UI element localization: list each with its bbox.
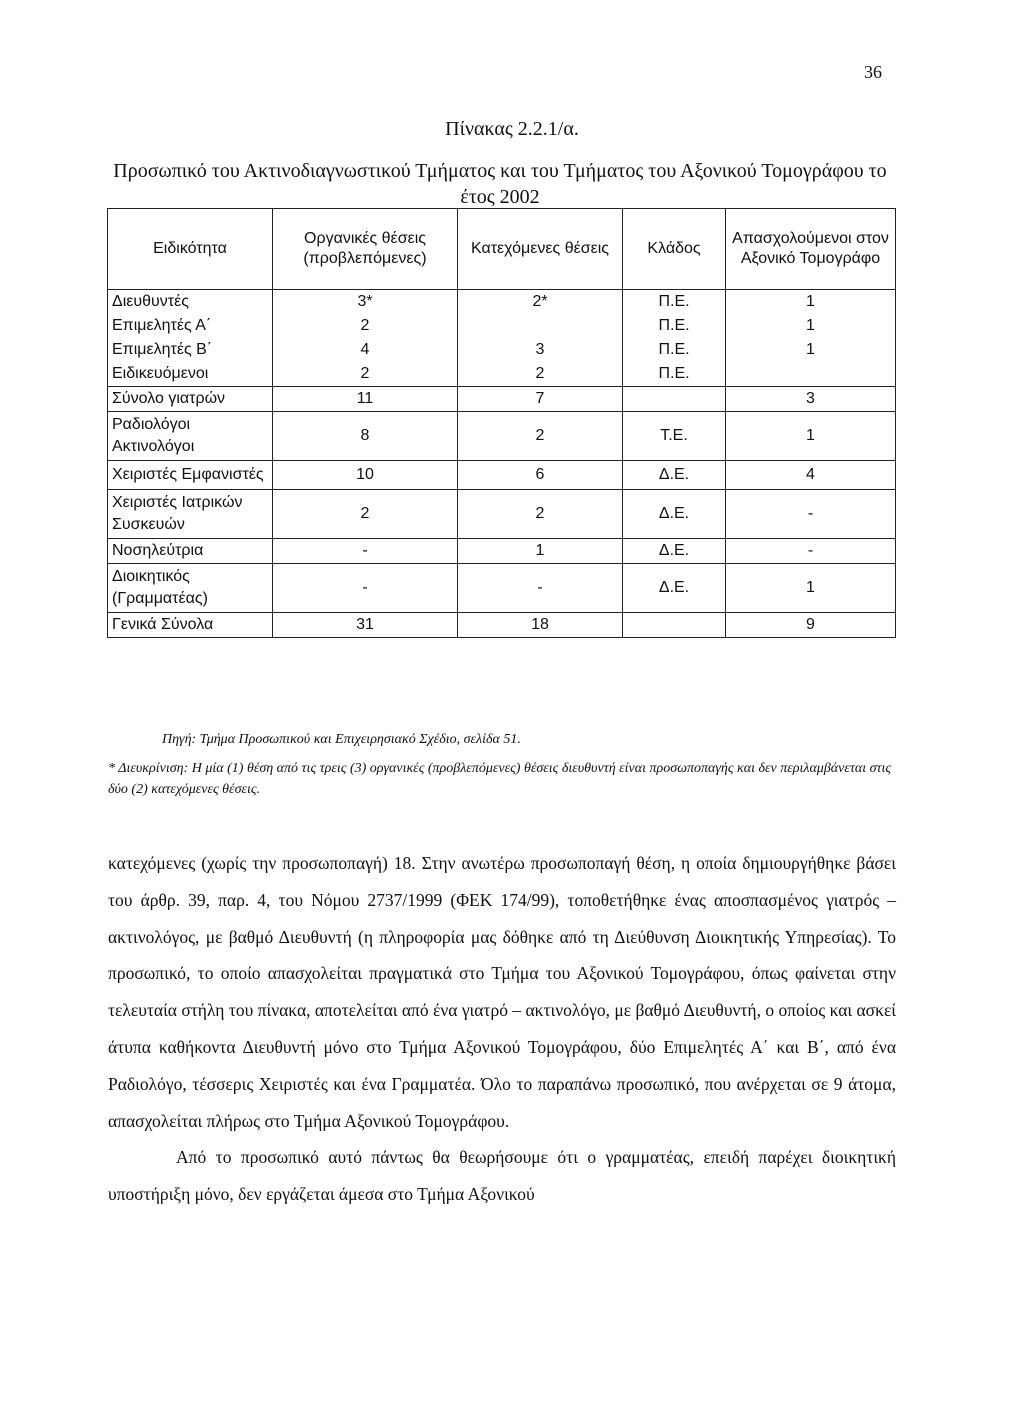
cell-specialty: Χειριστές Ιατρικών Συσκευών	[108, 490, 273, 539]
table-row-totals	[108, 613, 896, 638]
cell-filled: 18	[458, 613, 623, 638]
table-row	[108, 338, 896, 362]
cell-employed: -	[726, 539, 896, 564]
cell-organic: 11	[273, 387, 458, 412]
table-caption: Πίνακας 2.2.1/α.	[445, 118, 579, 140]
table-row	[108, 314, 896, 338]
cell-branch: Δ.Ε.	[623, 564, 726, 613]
source-note: Πηγή: Τμήμα Προσωπικού και Επιχειρησιακό Σχέδιο, σελίδα 51.	[162, 732, 521, 747]
cell-branch: Π.Ε.	[623, 338, 726, 362]
cell-branch: Δ.Ε.	[623, 461, 726, 490]
cell-specialty: Επιμελητές Β΄	[108, 338, 273, 362]
cell-specialty: Νοσηλεύτρια	[108, 539, 273, 564]
cell-employed: -	[726, 490, 896, 539]
cell-organic: 3*	[273, 290, 458, 315]
cell-employed: 1	[726, 412, 896, 461]
cell-organic: -	[273, 539, 458, 564]
cell-specialty: Σύνολο γιατρών	[108, 387, 273, 412]
cell-branch: Τ.Ε.	[623, 412, 726, 461]
cell-branch	[623, 387, 726, 412]
table-row	[108, 461, 896, 490]
cell-filled: 1	[458, 539, 623, 564]
cell-branch: Π.Ε.	[623, 362, 726, 387]
cell-filled: 6	[458, 461, 623, 490]
table-header-row	[108, 209, 896, 290]
cell-filled: 2	[458, 362, 623, 387]
cell-employed: 1	[726, 338, 896, 362]
cell-filled: -	[458, 564, 623, 613]
cell-specialty: Χειριστές Εμφανιστές	[108, 461, 273, 490]
staff-table	[107, 208, 895, 638]
cell-branch: Π.Ε.	[623, 290, 726, 315]
cell-branch: Δ.Ε.	[623, 490, 726, 539]
cell-specialty: Διοικητικός (Γραμματέας)	[108, 564, 273, 613]
cell-employed: 1	[726, 564, 896, 613]
table-row	[108, 290, 896, 315]
cell-organic: 10	[273, 461, 458, 490]
header-employed-ct: Απασχολούμενοι στον Αξονικό Τομογράφο	[726, 209, 896, 290]
cell-organic: 2	[273, 490, 458, 539]
header-filled-positions: Κατεχόμενες θέσεις	[458, 209, 623, 290]
table-row	[108, 539, 896, 564]
table-row	[108, 412, 896, 461]
cell-specialty: Διευθυντές	[108, 290, 273, 315]
cell-organic: 31	[273, 613, 458, 638]
page-number: 36	[864, 62, 882, 82]
footnote: * Διευκρίνιση: Η μία (1) θέση από τις τρεις (3) οργανικές (προβλεπόμενες) θέσεις διευθυντή είναι προσωποπαγής και δεν περιλαμβάνεται στις δύο (2) κατεχόμενες θέσεις.	[108, 761, 892, 797]
cell-employed: 1	[726, 314, 896, 338]
cell-branch: Π.Ε.	[623, 314, 726, 338]
table-row	[108, 564, 896, 613]
cell-branch: Δ.Ε.	[623, 539, 726, 564]
cell-filled: 2	[458, 412, 623, 461]
cell-filled	[458, 314, 623, 338]
cell-organic: 4	[273, 338, 458, 362]
paragraph: Από το προσωπικό αυτό πάντως θα θεωρήσουμε ότι ο γραμματέας, επειδή παρέχει διοικητική υποστήριξη μόνο, δεν εργάζεται άμεσα στο Τμήμα Αξονικού	[108, 1147, 896, 1205]
cell-filled: 2*	[458, 290, 623, 315]
cell-employed: 1	[726, 290, 896, 315]
cell-organic: -	[273, 564, 458, 613]
header-specialty: Ειδικότητα	[108, 209, 273, 290]
cell-employed: 9	[726, 613, 896, 638]
cell-filled: 2	[458, 490, 623, 539]
cell-specialty: Γενικά Σύνολα	[108, 613, 273, 638]
cell-organic: 2	[273, 314, 458, 338]
table-title: Προσωπικό του Ακτινοδιαγνωστικού Τμήματος και του Τμήματος του Αξονικού Τομογράφου το έτος 2002	[113, 160, 887, 208]
cell-employed	[726, 362, 896, 387]
cell-filled: 7	[458, 387, 623, 412]
paragraph: κατεχόμενες (χωρίς την προσωποπαγή) 18. Στην ανωτέρω προσωποπαγή θέση, η οποία δημιουργήθηκε βάσει του άρθρ. 39, παρ. 4, του Νόμου 2737/1999 (ΦΕΚ 174/99), τοποθετήθηκε ένας αποσπασμένος γιατρός – ακτινολόγος, με βαθμό Διευθυντή (η πληροφορία μας δόθηκε από τη Διεύθυνση Διοικητικής Υπηρεσίας). Το προσωπικό, το οποίο απασχολείται πραγματικά στο Τμήμα του Αξονικού Τομογράφου, όπως φαίνεται στην τελευταία στήλη του πίνακα, αποτελείται από ένα γιατρό – ακτινολόγο, με βαθμό Διευθυντή, ο οποίος και ασκεί άτυπα καθήκοντα Διευθυντή μόνο στο Τμήμα Αξονικού Τομογράφου, δύο Επιμελητές Α΄ και Β΄, από ένα Ραδιολόγο, τέσσερις Χειριστές και ένα Γραμματέα. Όλο το παραπάνω προσωπικό, που ανέρχεται σε 9 άτομα, απασχολείται πλήρως στο Τμήμα Αξονικού Τομογράφου.	[108, 853, 896, 1131]
cell-employed: 3	[726, 387, 896, 412]
table-row	[108, 362, 896, 387]
cell-organic: 2	[273, 362, 458, 387]
cell-filled: 3	[458, 338, 623, 362]
cell-branch	[623, 613, 726, 638]
cell-employed: 4	[726, 461, 896, 490]
cell-specialty: Ειδικευόμενοι	[108, 362, 273, 387]
cell-specialty: Ραδιολόγοι Ακτινολόγοι	[108, 412, 273, 461]
header-organic-positions: Οργανικές θέσεις (προβλεπόμενες)	[273, 209, 458, 290]
table-row	[108, 387, 896, 412]
body-text	[108, 845, 896, 1213]
table-row	[108, 490, 896, 539]
cell-organic: 8	[273, 412, 458, 461]
header-branch: Κλάδος	[623, 209, 726, 290]
cell-specialty: Επιμελητές Α΄	[108, 314, 273, 338]
